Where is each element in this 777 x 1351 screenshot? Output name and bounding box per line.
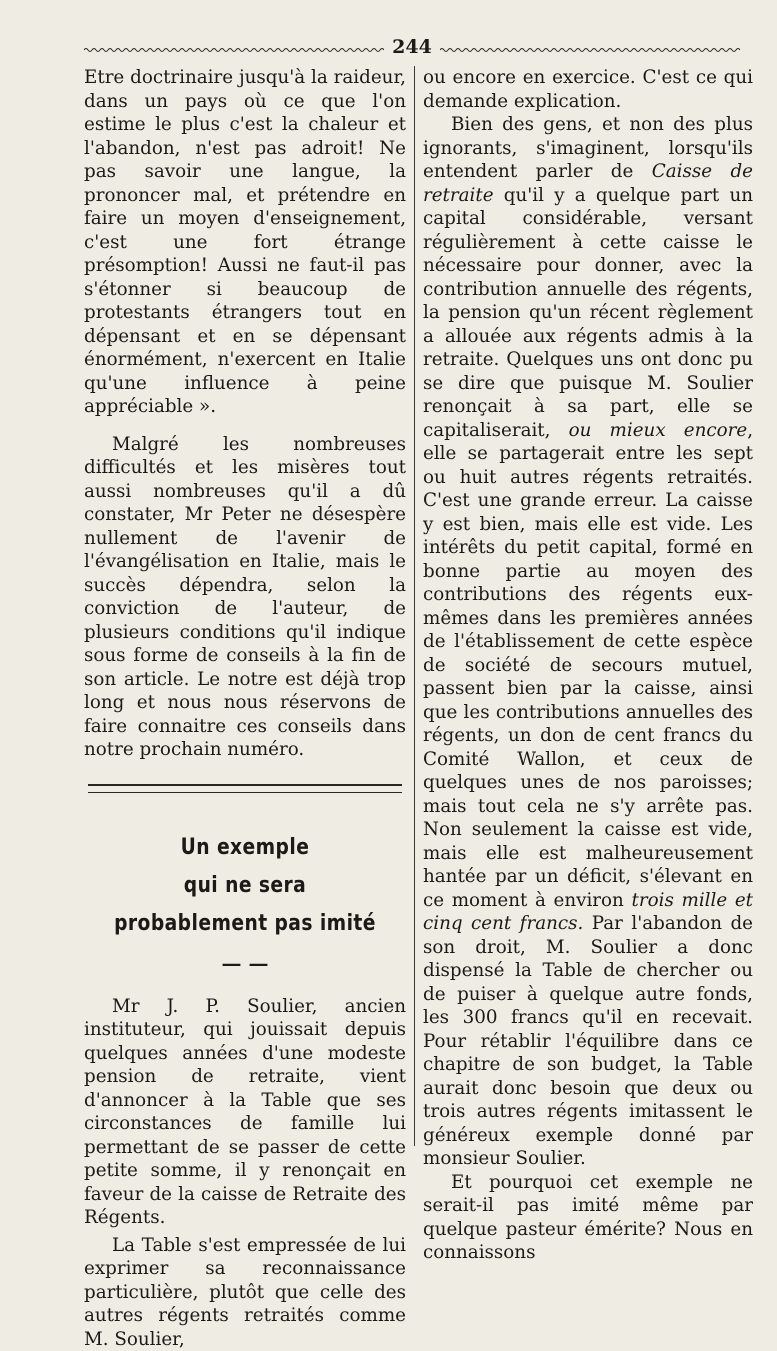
text-run: qu'il y a quelque part un capital considérable, versant régulièrement à cette caisse le nécessaire pour donner, avec la contribution annuelle des régents, la pension qu'un récent règlement a allouée aux régents admis à la retraite. Quelques uns ont donc pu se dire que puisque M. Soulier renonçait à sa part, elle se capitaliserait, <box>423 185 753 441</box>
article-title <box>108 829 382 943</box>
paragraph: Et pourquoi cet exemple ne serait-il pas imité même par quelque pasteur émérite? Nous en connaissons <box>423 1171 753 1265</box>
text-run: Par l'abandon de son droit, M. Soulier a donc dispensé la Table de chercher ou de puiser à quelque autre fonds, les 300 francs qu'il en recevait. Pour rétablir l'équilibre dans ce chapitre de son budget, la Table aurait donc besoin que deux ou trois autres régents imitassent le généreux exemple donné par monsieur Soulier. <box>423 913 753 1169</box>
text-run: , elle se partagerait entre les sept ou huit autres régents retraités. C'est une grande erreur. La caisse y est bien, mais elle est vide. Les intérêts du petit capital, formé en bonne partie au moyen des contributions des régents eux-mêmes dans les premières années de l'établissement de cette espèce de société de secours mutuel, passent bien par la caisse, ainsi que les contributions annuelles des régents, un don de cent francs du Comité Wallon, et ceux de quelques unes de nos paroisses; mais tout cela ne s'y arrête pas. Non seulement la caisse est vide, mais elle est malheureusement hantée par un déficit, s'élevant en ce moment à environ <box>423 420 753 911</box>
title-dash-ornament: — — <box>84 953 406 973</box>
column-divider <box>414 66 415 1146</box>
text-run: Bien des gens, et non des plus ignorants, s'imaginent, lorsqu'ils entendent parler de <box>423 114 753 182</box>
italic-text: ou mieux encore <box>569 420 748 441</box>
right-column <box>423 66 753 1265</box>
left-column <box>84 66 406 1351</box>
page-header <box>84 38 740 62</box>
paragraph <box>423 113 753 1171</box>
header-wavy-rule-right <box>440 47 740 53</box>
italic-text: trois mille et cinq cent francs. <box>423 890 753 935</box>
page-number: 244 <box>84 36 740 58</box>
paragraph-continued: ou encore en exercice. C'est ce qui demande explication. <box>423 66 753 113</box>
italic-text: Caisse de retraite <box>423 161 753 206</box>
article-body-left <box>84 995 406 1351</box>
paragraph: Mr J. P. Soulier, ancien instituteur, qui jouissait depuis quelques années d'une modeste pension de retraite, vient d'annoncer à la Table que ses circonstances de famille lui permettant de se passer de cette petite somme, il y renonçait en faveur de la caisse de Retraite des Régents. <box>84 995 406 1230</box>
article-title-line-2: qui ne sera probablement pas imité <box>108 867 382 943</box>
paragraph-continued: Etre doctrinaire jusqu'à la raideur, dans un pays où ce que l'on estime le plus c'est la chaleur et l'abandon, n'est pas adroit! Ne pas savoir une langue, la prononcer mal, et prétendre en faire un moyen d'enseignement, c'est une fort étrange présomption! Aussi ne faut-il pas s'étonner si beaucoup de protestants étrangers tout en dépensant et en se dépensant énormément, n'exercent en Italie qu'une influence à peine appréciable ». <box>84 66 406 419</box>
section-divider <box>88 784 402 793</box>
paragraph: Malgré les nombreuses difficultés et les misères tout aussi nombreuses qu'il a dû constater, Mr Peter ne désespère nullement de l'avenir de l'évangélisation en Italie, mais le succès dépendra, selon la conviction de l'auteur, de plusieurs conditions qu'il indique sous forme de conseils à la fin de son article. Le notre est déjà trop long et nous nous réservons de faire connaitre ces conseils dans notre prochain numéro. <box>84 433 406 762</box>
paragraph: La Table s'est empressée de lui exprimer sa reconnaissance particulière, plutôt que celle des autres régents retraités comme M. Soulier, <box>84 1234 406 1351</box>
article-title-line-1: Un exemple <box>108 829 382 867</box>
